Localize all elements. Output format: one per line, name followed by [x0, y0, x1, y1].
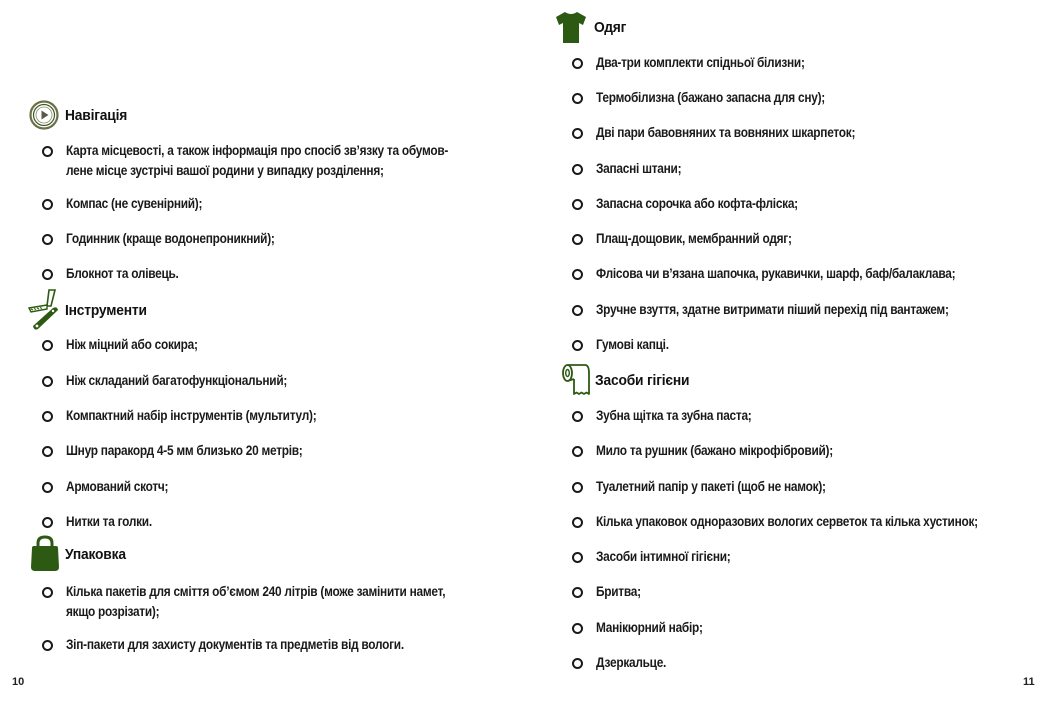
list-item: [42, 477, 182, 497]
section-title: Засоби гігієни: [595, 371, 690, 389]
list-item: [42, 635, 450, 655]
list-item: [572, 53, 833, 73]
list-item: [572, 512, 1030, 532]
bullet-circle-icon: [572, 411, 583, 422]
bag-icon: [28, 535, 62, 573]
list-item: [572, 194, 825, 214]
bullet-circle-icon: [572, 587, 583, 598]
list-item: [572, 300, 997, 320]
bullet-circle-icon: [572, 269, 583, 280]
item-text: Зіп-пакети для захисту документів та предметів від вологи.: [66, 637, 404, 652]
item-text: Зубна щітка та зубна паста;: [596, 408, 752, 423]
section-title: Інструменти: [65, 301, 147, 319]
bullet-circle-icon: [42, 482, 53, 493]
list-item: [572, 477, 857, 497]
item-text: Блокнот та олівець.: [66, 266, 179, 281]
item-text: Компактний набір інструментів (мультитул);: [66, 408, 317, 423]
item-text: Нитки та голки.: [66, 514, 152, 529]
item-text: Мило та рушник (бажано мікрофібровий);: [596, 443, 833, 458]
toilet-paper-icon: [560, 362, 592, 398]
list-item: [42, 441, 335, 461]
bullet-circle-icon: [42, 376, 53, 387]
list-item: [42, 141, 502, 181]
bullet-circle-icon: [572, 482, 583, 493]
list-item: [572, 229, 818, 249]
section-header-hygiene: [560, 362, 698, 398]
item-text: Зручне взуття, здатне витримати піший перехід під вантажем;: [596, 302, 949, 317]
section-title: Упаковка: [65, 545, 126, 563]
item-text: Запасна сорочка або кофта-фліска;: [596, 196, 798, 211]
list-item: [572, 441, 865, 461]
item-text: Кілька пакетів для сміття об’ємом 240 літрів (може замінити намет, якщо розрізати);: [66, 584, 446, 619]
bullet-circle-icon: [42, 146, 53, 157]
bullet-circle-icon: [572, 128, 583, 139]
bullet-circle-icon: [42, 411, 53, 422]
section-header-packing: [28, 535, 131, 573]
list-item: [42, 229, 303, 249]
item-text: Годинник (краще водонепроникний);: [66, 231, 275, 246]
item-text: Манікюрний набір;: [596, 620, 703, 635]
bullet-circle-icon: [572, 199, 583, 210]
list-item: [572, 159, 693, 179]
item-text: Туалетний папір у пакеті (щоб не намок);: [596, 479, 826, 494]
list-item: [42, 512, 164, 532]
item-text: Кілька упаковок одноразових вологих серветок та кілька хустинок;: [596, 514, 978, 529]
list-item: [572, 406, 773, 426]
bullet-circle-icon: [42, 640, 53, 651]
right-page: [524, 0, 1048, 711]
item-text: Шнур паракорд 4-5 мм близько 20 метрів;: [66, 443, 303, 458]
bullet-circle-icon: [572, 517, 583, 528]
bullet-circle-icon: [42, 340, 53, 351]
page-number: 10: [12, 676, 25, 688]
bullet-circle-icon: [572, 164, 583, 175]
section-header-tools: [25, 288, 154, 332]
bullet-circle-icon: [572, 446, 583, 457]
compass-icon: [27, 98, 61, 132]
list-item: [572, 264, 1004, 284]
list-item: [42, 371, 317, 391]
item-text: Ніж складаний багатофункціональний;: [66, 373, 288, 388]
list-item: [572, 335, 679, 355]
item-text: Термобілизна (бажано запасна для сну);: [596, 90, 825, 105]
list-item: [572, 123, 891, 143]
section-title: Одяг: [594, 18, 627, 36]
list-item: [42, 582, 502, 622]
section-title: Навігація: [65, 106, 128, 124]
bullet-circle-icon: [572, 623, 583, 634]
list-item: [572, 88, 856, 108]
item-text: Гумові капці.: [596, 337, 669, 352]
list-item: [42, 194, 221, 214]
item-text: Ніж міцний або сокира;: [66, 337, 198, 352]
bullet-circle-icon: [42, 446, 53, 457]
item-text: Армований скотч;: [66, 479, 169, 494]
list-item: [572, 547, 749, 567]
item-text: Два-три комплекти спідньої білизни;: [596, 55, 805, 70]
bullet-circle-icon: [572, 658, 583, 669]
list-item: [42, 406, 351, 426]
list-item: [42, 264, 194, 284]
bullet-circle-icon: [572, 58, 583, 69]
pocket-knife-icon: [25, 288, 63, 332]
list-item: [572, 582, 647, 602]
section-header-navigation: [27, 98, 133, 132]
item-text: Дзеркальце.: [596, 655, 667, 670]
bullet-circle-icon: [572, 93, 583, 104]
bullet-circle-icon: [42, 199, 53, 210]
item-text: Компас (не сувенірний);: [66, 196, 203, 211]
bullet-circle-icon: [572, 552, 583, 563]
bullet-circle-icon: [572, 305, 583, 316]
bullet-circle-icon: [42, 517, 53, 528]
bullet-circle-icon: [572, 234, 583, 245]
list-item: [42, 335, 216, 355]
item-text: Запасні штани;: [596, 161, 682, 176]
item-text: Флісова чи в’язана шапочка, рукавички, шарф, баф/балаклава;: [596, 266, 956, 281]
tshirt-icon: [554, 9, 588, 45]
item-text: Плащ-дощовик, мембранний одяг;: [596, 231, 792, 246]
bullet-circle-icon: [42, 234, 53, 245]
item-text: Бритва;: [596, 584, 641, 599]
bullet-circle-icon: [42, 587, 53, 598]
list-item: [572, 618, 717, 638]
page-number: 11: [1023, 676, 1035, 688]
list-item: [572, 653, 676, 673]
section-header-clothing: [554, 9, 629, 45]
item-text: Засоби інтимної гігієни;: [596, 549, 731, 564]
bullet-circle-icon: [572, 340, 583, 351]
item-text: Карта місцевості, а також інформація про спосіб зв’язку та обумов- лене місце зустрічі вашої родини у випадку розділення;: [66, 143, 449, 178]
item-text: Дві пари бавовняних та вовняних шкарпеток;: [596, 125, 856, 140]
bullet-circle-icon: [42, 269, 53, 280]
